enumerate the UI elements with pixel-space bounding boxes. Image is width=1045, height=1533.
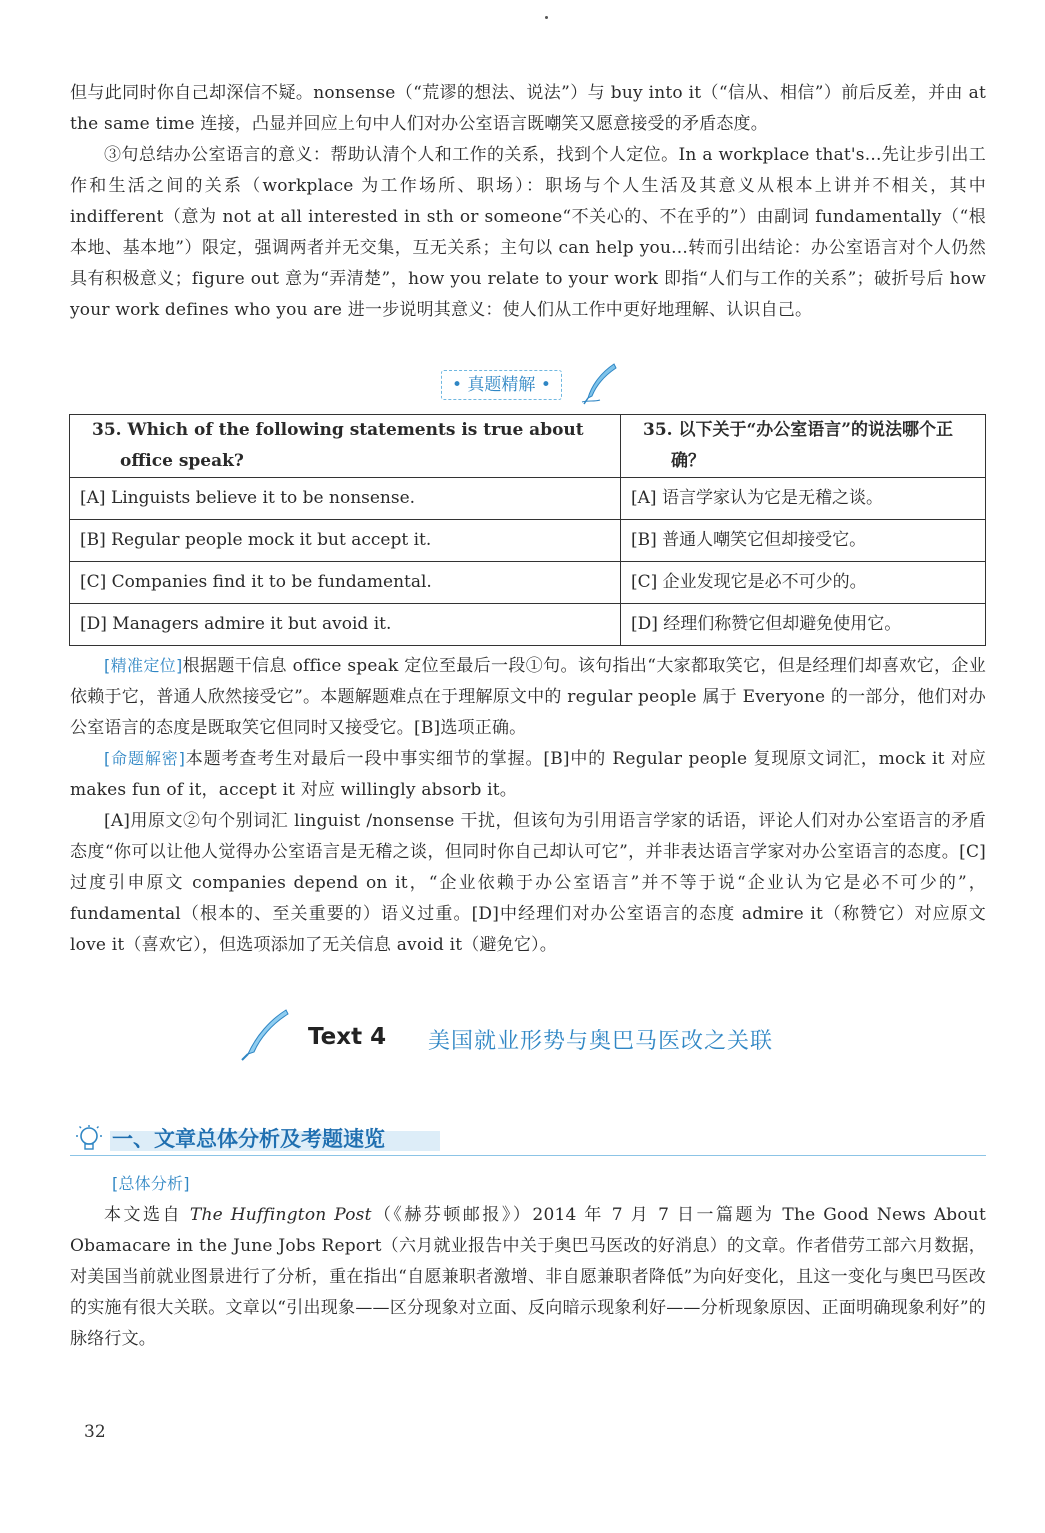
label-locate: [精准定位] — [104, 656, 183, 675]
paragraph-continued: 但与此同时你自己却深信不疑。nonsense（“荒谬的想法、说法”）与 buy into it（“信从、相信”）前后反差，并由 at the same time 连接，凸显并回应上句中人们对办公室语言既嘲笑又愿意接受的矛盾态度。 — [70, 83, 986, 134]
option-a-en: [A] Linguists believe it to be nonsense. — [70, 478, 621, 520]
analysis-locate — [70, 650, 986, 744]
option-d-en: [D] Managers admire it but avoid it. — [70, 604, 621, 646]
question-table — [69, 414, 986, 646]
section-heading: 一、文章总体分析及考题速览 — [112, 1127, 385, 1151]
top-dot — [545, 16, 548, 19]
option-d-zh: [D] 经理们称赞它但却避免使用它。 — [621, 604, 986, 646]
label-overall: [总体分析] — [112, 1174, 190, 1193]
overall-analysis-label — [112, 1168, 986, 1200]
section-badge-exam-analysis: • 真题精解 • — [441, 370, 562, 400]
quill-icon-large — [236, 1008, 292, 1062]
intro-post: （《赫芬顿邮报》）2014 年 7 月 7 日一篇题为 The Good News About Obamacare in the June Jobs Report（六月就业报告中关于奥巴马医改的好消息）的文章。作者借劳工部六月数据，对美国当前就业图景进行了分析，重在指出“自愿兼职者激增、非自愿兼职者降低”为向好变化，且这一变化与奥巴马医改的实施有很大关联。文章以“引出现象——区分现象对立面、反向暗示现象利好——分析现象原因、正面明确现象利好”的脉络行文。 — [70, 1205, 986, 1349]
heading-underline — [70, 1155, 986, 1156]
lightbulb-icon — [74, 1124, 104, 1154]
text4-label: Text 4 — [308, 1024, 387, 1050]
analysis-decode — [70, 743, 986, 806]
option-c-zh: [C] 企业发现它是必不可少的。 — [621, 562, 986, 604]
quill-icon — [580, 362, 620, 406]
option-c-en: [C] Companies find it to be fundamental. — [70, 562, 621, 604]
intro-pre: 本文选自 — [104, 1205, 190, 1225]
overall-analysis-text — [70, 1200, 986, 1355]
intro-source: The Huffington Post — [189, 1205, 372, 1225]
option-b-en: [B] Regular people mock it but accept it. — [70, 520, 621, 562]
label-decode: [命题解密] — [104, 749, 186, 768]
analysis-decode-text: 本题考查考生对最后一段中事实细节的掌握。[B]中的 Regular people 复现原文词汇，mock it 对应 makes fun of it，accept it 对应 willingly absorb it。 — [70, 749, 986, 800]
question-en: 35. Which of the following statements is true about office speak? — [70, 415, 621, 478]
page-number: 32 — [84, 1422, 106, 1442]
text4-title: 美国就业形势与奥巴马医改之关联 — [428, 1029, 774, 1054]
question-zh: 35. 以下关于“办公室语言”的说法哪个正确？ — [621, 415, 986, 478]
option-b-zh: [B] 普通人嘲笑它但却接受它。 — [621, 520, 986, 562]
option-a-zh: [A] 语言学家认为它是无稽之谈。 — [621, 478, 986, 520]
analysis-locate-text: 根据题干信息 office speak 定位至最后一段①句。该句指出“大家都取笑它，但是经理们却喜欢它，企业依赖于它，普通人欣然接受它”。本题解题难点在于理解原文中的 regular people 属于 Everyone 的一部分，他们对办公室语言的态度是既取笑它但同时又接受它。[B]选项正确。 — [70, 656, 986, 738]
analysis-distractors: [A]用原文②句个别词汇 linguist /nonsense 干扰，但该句为引用语言学家的话语，评论人们对办公室语言的矛盾态度“你可以让他人觉得办公室语言是无稽之谈，但同时你自己却认可它”，并非表达语言学家对办公室语言的态度。[C]过度引申原文 companies depend on it，“企业依赖于办公室语言”并不等于说“企业认为它是必不可少的”，fundamental（根本的、至关重要的）语义过重。[D]中经理们对办公室语言的态度 admire it（称赞它）对应原文 love it（喜欢它），但选项添加了无关信息 avoid it（避免它）。 — [70, 811, 986, 955]
paragraph-sentence-3: ③句总结办公室语言的意义：帮助认清个人和工作的关系，找到个人定位。In a workplace that's...先让步引出工作和生活之间的关系（workplace 为工作场所、职场）：职场与个人生活及其意义从根本上讲并不相关，其中 indifferent（意为 not at all interested in sth or someone“不关心的、不在乎的”）由副词 fundamentally（“根本地、基本地”）限定，强调两者并无交集，互无关系；主句以 can help you...转而引出结论：办公室语言对个人仍然具有积极意义；figure out 意为“弄清楚”，how you relate to your work 即指“人们与工作的关系”；破折号后 how your work defines who you are 进一步说明其意义：使人们从工作中更好地理解、认识自己。 — [70, 145, 986, 320]
